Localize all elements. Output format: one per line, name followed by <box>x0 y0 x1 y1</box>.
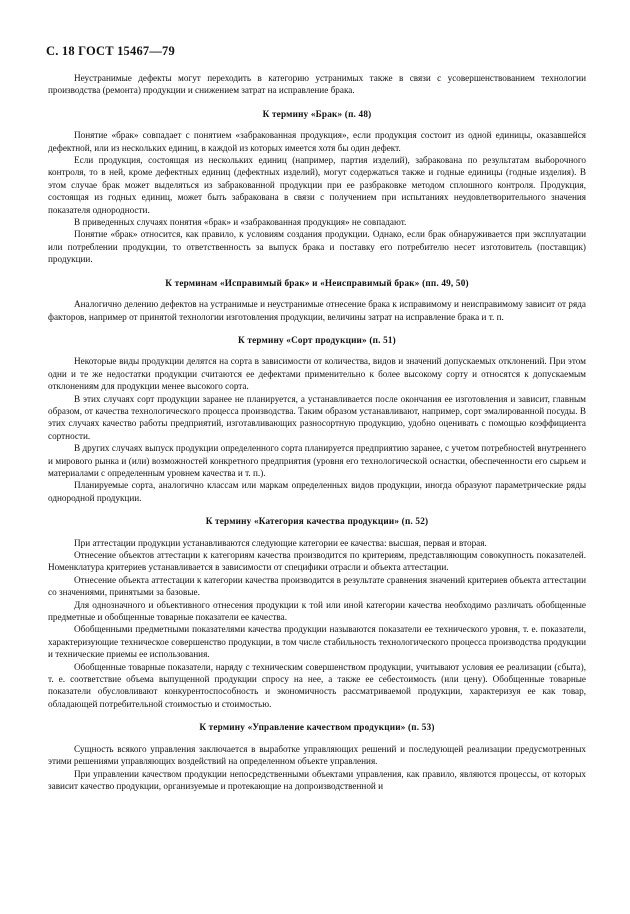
section-term-brak <box>48 108 586 266</box>
section-heading: К термину «Управление качеством продукции» (п. 53) <box>199 722 435 733</box>
section-term-kategoriya-kachestva <box>48 515 586 710</box>
paragraph: В других случаях выпуск продукции определенного сорта планируется предприятию заранее, с учетом потребностей внутреннего и мирового рынка и (или) возможностей конкретного предприятия (уровня его технологической оснастки, обеспеченности его сырьем и материалами с определенным уровнем качества и т. п.). <box>48 443 586 478</box>
section-heading: К термину «Сорт продукции» (п. 51) <box>238 334 396 345</box>
paragraph: При управлении качеством продукции непосредственными объектами управления, как правило, являются процессы, от которых зависит качество продукции, организуемые и протекающие на допроизводственной и <box>48 768 586 791</box>
paragraph: Сущность всякого управления заключается в выработке управляющих решений и последующей реализации предусмотренных этими решениями управляющих воздействий на определенном объекте управления. <box>48 743 586 767</box>
paragraph: Понятие «брак» совпадает с понятием «забракованная продукция», если продукция состоит из одной единицы, оказавшейся дефектной, или из нескольких единиц, в каждой из которых имеется хотя бы один дефект. <box>48 130 586 153</box>
paragraph: Некоторые виды продукции делятся на сорта в зависимости от количества, видов и значений допускаемых отклонений. При этом одни и те же недостатки продукции считаются ее дефектами применительно к более высокому сорту и относятся к допускаемым отклонениям для продукции менее высокого сорта. <box>48 356 586 392</box>
paragraph: Неустранимые дефекты могут переходить в категорию устранимых также в связи с усовершенствованием технологии производства (ремонта) продукции и снижением затрат на исправление брака. <box>48 73 586 96</box>
paragraph: Обобщенные товарные показатели, наряду с техническим совершенством продукции, учитывают условия ее реализации (сбыта), т. е. соответствие объема выпущенной продукции спросу на нее, а также ее себестоимость (или цену). Обобщенные товарные показатели обусловливают конкурентоспособность и экономичность рассматриваемой продукции, характеризуя ее как товар, обладающей потребительной стоимостью и стоимостью. <box>48 661 586 709</box>
section-heading: К термину «Категория качества продукции» (п. 52) <box>205 516 429 527</box>
section-heading: К терминам «Исправимый брак» и «Неисправимый брак» (пп. 49, 50) <box>165 277 469 288</box>
paragraph: Отнесение объектов аттестации к категориям качества производится по критериям, представляющим совокупность показателей. Номенклатура критериев устанавливается в зависимости от специфики отрасли и объекта аттестации. <box>48 550 586 573</box>
section-heading: К термину «Брак» (п. 48) <box>262 108 372 119</box>
running-header: С. 18 ГОСТ 15467—79 <box>46 44 175 58</box>
paragraph: Обобщенными предметными показателями качества продукции называются показатели ее технического уровня, т. е. показатели, характеризующие техническое совершенство продукции, в том числе стабильность технологического процесса производства продукции и технические приемы ее использования. <box>48 624 586 660</box>
paragraph: Отнесение объекта аттестации к категории качества производится в результате сравнения значений критериев объекта аттестации со значениями, принятыми за базовые. <box>48 574 586 598</box>
section-term-ispravimyi-brak <box>48 277 586 323</box>
paragraph: Планируемые сорта, аналогично классам или маркам определенных видов продукции, иногда образуют параметрические ряды однородной продукции. <box>48 480 586 503</box>
paragraph: Если продукция, состоящая из нескольких единиц (например, партия изделий), забракована по результатам выборочного контроля, то в ней, кроме дефектных единиц (дефектных изделий), могут содержаться также и годные единицы (годные изделия). В этом случае брак может выделяться из забракованной продукции при ее разбраковке методом сплошного контроля. Продукция, состоящая из годных единиц, может быть забракована в связи с получением при испытаниях неудовлетворительного значения показателя однородности. <box>48 155 586 215</box>
paragraph: В этих случаях сорт продукции заранее не планируется, а устанавливается после окончания ее изготовления и зависит, главным образом, от качества технологического процесса производства. Таким образом устанавливают, например, сорт эмалированной посуды. В этих случаях качество работы предприятий, изготавливающих разносортную продукцию, удобно оценивать с помощью коэффициента сортности. <box>48 393 586 441</box>
paragraph: В приведенных случаях понятия «брак» и «забракованная продукция» не совпадают. <box>74 217 407 228</box>
paragraph: Для однозначного и объективного отнесения продукции к той или иной категории качества необходимо различать обобщенные предметные и обобщенные товарные показатели ее качества. <box>48 599 586 623</box>
section-term-sort-produktsii <box>48 334 586 504</box>
section-intro <box>48 72 586 97</box>
section-term-upravlenie-kachestvom <box>48 721 586 792</box>
paragraph: При аттестации продукции устанавливаются следующие категории ее качества: высшая, первая и вторая. <box>74 537 487 548</box>
document-body <box>48 72 586 792</box>
paragraph: Понятие «брак» относится, как правило, к условиям создания продукции. Однако, если брак обнаруживается при эксплуатации или потреблении продукции, то ответственность за выпуск брака и поставку его потребителю несет изготовитель (поставщик) продукции. <box>48 229 586 265</box>
paragraph: Аналогично делению дефектов на устранимые и неустранимые отнесение брака к исправимому и неисправимому зависит от ряда факторов, например от принятой технологии изготовления продукции, величины затрат на исправление брака и т. п. <box>48 299 586 322</box>
